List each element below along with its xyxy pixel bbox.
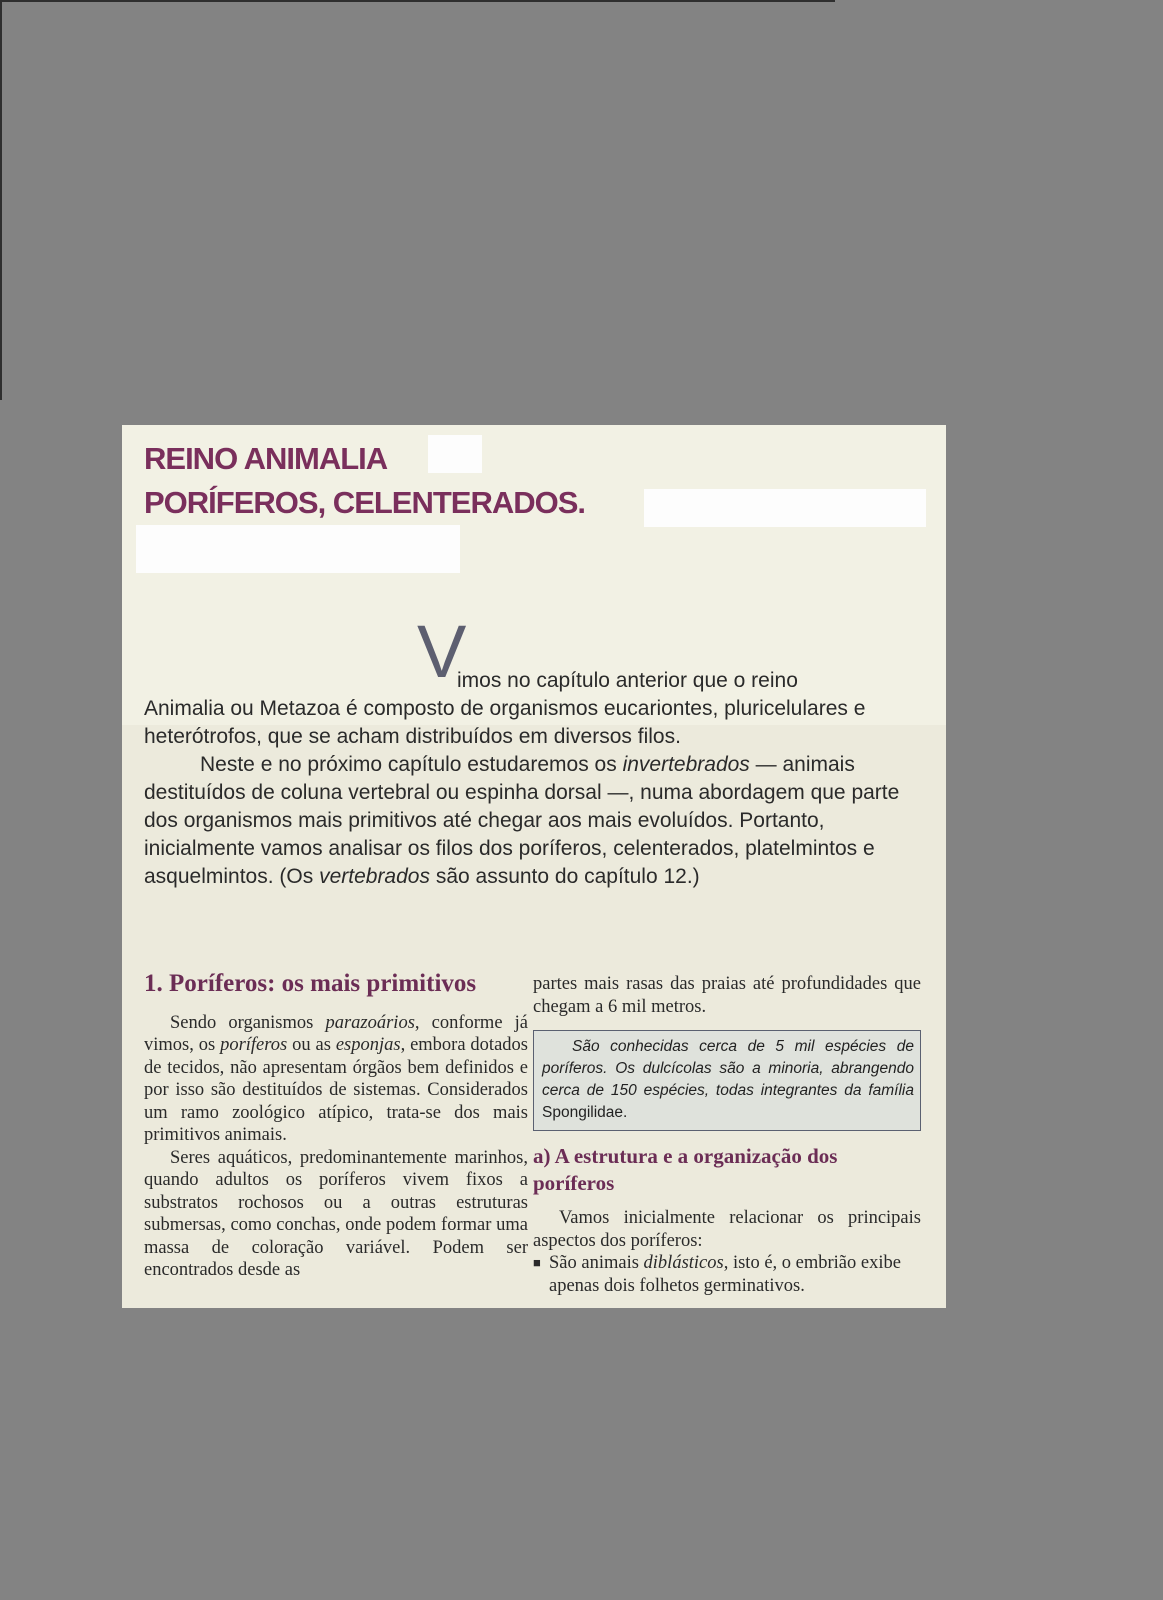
intro-p2-text: — animais destituídos de coluna vertebral ou espinha dorsal —, numa abordagem que parte dos organismos mais primitivos até chegar aos mais evoluídos. Portanto, inicialmente vamos analisar os filos dos poríferos, celenterados, platelmintos e asquelmintos. (Os (144, 753, 900, 888)
intro-first-line: imos no capítulo anterior que o reino (457, 669, 798, 692)
subsection-heading: a) A estrutura e a organização dos poríferos (533, 1144, 838, 1195)
section-paragraph-2: Seres aquáticos, predominantemente marinhos, quando adultos os poríferos vivem fixos a substratos rochosos ou a outras estruturas submersas, como conchas, onde podem formar uma massa de coloração variável. Podem ser encontrados desde as (144, 1147, 528, 1280)
square-bullet-icon: ■ (533, 1255, 541, 1270)
family-name: Spongilidae. (542, 1104, 628, 1121)
intro-p2-text: Neste e no próximo capítulo estudaremos os (200, 753, 623, 776)
section-paragraph-3: partes mais rasas das praias até profundidades que chegam a 6 mil metros. (533, 974, 921, 1017)
body-text: ou as (287, 1035, 336, 1055)
info-box-body: São conhecidas cerca de 5 mil espécies de poríferos. Os dulcícolas são a minoria, abrangendo cerca de 150 espécies, todas integrantes da família (542, 1038, 914, 1099)
left-column (144, 970, 528, 1282)
scan-left-edge (0, 0, 2, 400)
body-text: , embora dotados de tecidos, não apresentam órgãos bem definidos e por isso são destituídos de sistemas. Considerados um ramo zoológico atípico, trata-se dos mais primitivos animais. (144, 1035, 528, 1145)
body-text: , isto é, o embrião exibe apenas dois folhetos germinativos. (549, 1253, 901, 1296)
term-esponjas: esponjas (335, 1035, 401, 1055)
drop-cap: V (417, 610, 467, 693)
right-column (533, 973, 921, 1297)
intro-paragraph-2 (144, 751, 904, 891)
section-heading: 1. Poríferos: os mais primitivos (144, 970, 477, 997)
term-diblasticos: diblásticos (643, 1253, 724, 1273)
term-parazoarios: parazoários (325, 1012, 415, 1033)
body-text: , conforme já vimos, os (144, 1012, 528, 1055)
body-text: São animais (549, 1253, 644, 1273)
intro-p2-text: são assunto do capítulo 12.) (429, 865, 700, 888)
intro-paragraph-1-body: Animalia ou Metazoa é composto de organismos eucariontes, pluricelulares e heterótrofos, que se acham distribuídos em diversos filos. (144, 697, 866, 748)
body-text: Sendo organismos (170, 1012, 326, 1033)
term-vertebrados: vertebrados (319, 865, 430, 888)
chapter-title-line2: PORÍFEROS, CELENTERADOS. (144, 485, 586, 520)
subsection-intro: Vamos inicialmente relacionar os principais aspectos dos poríferos: (533, 1208, 921, 1251)
redaction-box (136, 525, 460, 573)
redaction-box (644, 489, 926, 527)
intro-paragraph-1 (144, 667, 904, 751)
term-invertebrados: invertebrados (622, 753, 750, 776)
info-box-text (542, 1036, 914, 1124)
chapter-title-line1: REINO ANIMALIA (144, 441, 388, 476)
term-poriferos: poríferos (220, 1035, 288, 1055)
textbook-page (122, 425, 946, 1308)
list-item-text (549, 1252, 921, 1297)
section-paragraph-1 (144, 1012, 528, 1147)
redaction-box (428, 435, 482, 473)
scan-top-edge (0, 0, 835, 2)
info-box (533, 1030, 921, 1131)
list-item (533, 1252, 921, 1297)
intro-text (144, 667, 904, 891)
